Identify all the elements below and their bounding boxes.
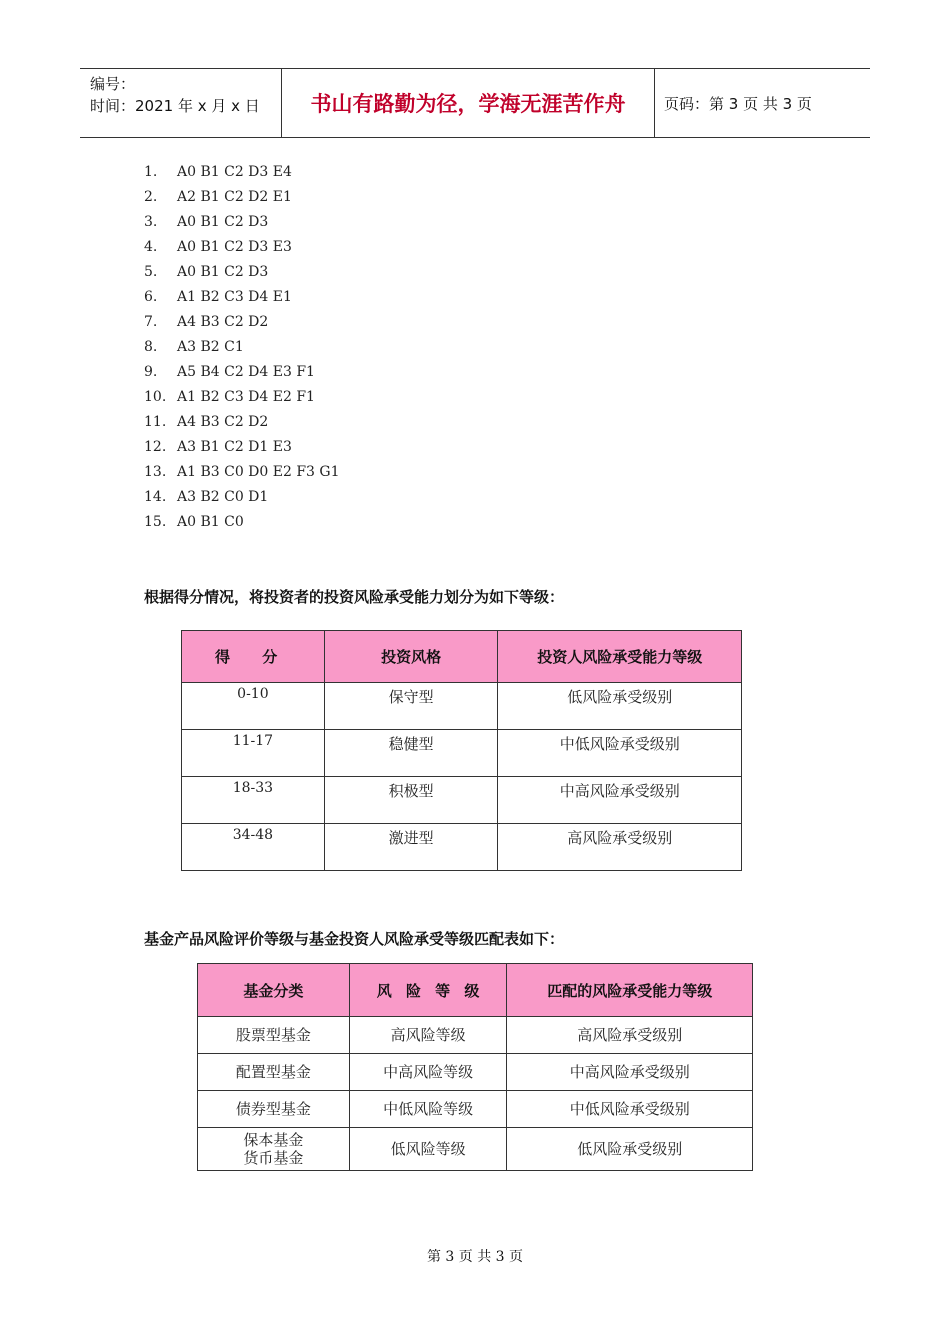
item-text: A0 B1 C2 D3 E4 (177, 164, 292, 180)
list-item (144, 310, 340, 335)
item-number: 4. (144, 239, 158, 255)
table-cell (198, 1128, 350, 1171)
table-cell: 高风险等级 (349, 1017, 507, 1054)
item-number: 13. (144, 464, 167, 480)
table-row (182, 777, 742, 824)
header-score: 得 分 (182, 631, 325, 683)
header-risk-level: 投资人风险承受能力等级 (498, 631, 742, 683)
header-page-label: 页码：第 3 页 共 3 页 (664, 94, 812, 113)
table-row (198, 1017, 753, 1054)
item-text: A4 B3 C2 D2 (177, 314, 269, 330)
list-item (144, 410, 340, 435)
list-item (144, 460, 340, 485)
item-number: 6. (144, 289, 158, 305)
page-header (80, 68, 870, 138)
table-cell: 积极型 (324, 777, 498, 824)
header-meta (90, 73, 260, 117)
item-number: 1. (144, 164, 158, 180)
item-number: 9. (144, 364, 158, 380)
table-row (198, 1091, 753, 1128)
table-cell: 高风险承受级别 (507, 1017, 753, 1054)
table-cell: 11-17 (182, 730, 325, 777)
item-text: A1 B3 C0 D0 E2 F3 G1 (177, 464, 340, 480)
item-number: 5. (144, 264, 158, 280)
item-number: 3. (144, 214, 158, 230)
list-item (144, 260, 340, 285)
cell-line: 保本基金 (243, 1131, 304, 1149)
fund-matching-table (197, 963, 753, 1171)
item-text: A5 B4 C2 D4 E3 F1 (177, 364, 315, 380)
table-row (182, 730, 742, 777)
date-label: 时间：2021 年 x 月 x 日 (90, 97, 260, 115)
item-text: A3 B2 C1 (177, 339, 244, 355)
table-cell: 低风险承受级别 (507, 1128, 753, 1171)
table-row (198, 1128, 753, 1171)
table-cell: 激进型 (324, 824, 498, 871)
code-label: 编号： (90, 75, 136, 93)
item-number: 2. (144, 189, 158, 205)
table-cell: 稳健型 (324, 730, 498, 777)
table-cell: 低风险承受级别 (498, 683, 742, 730)
table-row (198, 1054, 753, 1091)
header-motto: 书山有路勤为径，学海无涯苦作舟 (310, 92, 626, 116)
table-cell: 中低风险等级 (349, 1091, 507, 1128)
list-item (144, 185, 340, 210)
section2-intro: 基金产品风险评价等级与基金投资人风险承受等级匹配表如下： (144, 930, 565, 948)
answer-list (144, 160, 340, 535)
table-cell: 中高风险等级 (349, 1054, 507, 1091)
table-cell: 18-33 (182, 777, 325, 824)
item-number: 8. (144, 339, 158, 355)
header-style: 投资风格 (324, 631, 498, 683)
table-cell: 0-10 (182, 683, 325, 730)
item-number: 15. (144, 514, 167, 530)
list-item (144, 160, 340, 185)
list-item (144, 360, 340, 385)
table-cell: 股票型基金 (198, 1017, 350, 1054)
item-text: A0 B1 C0 (177, 514, 244, 530)
item-number: 7. (144, 314, 158, 330)
list-item (144, 235, 340, 260)
table-row (182, 824, 742, 871)
table-cell: 中低风险承受级别 (498, 730, 742, 777)
item-number: 11. (144, 414, 167, 430)
item-text: A0 B1 C2 D3 (177, 214, 269, 230)
list-item (144, 510, 340, 535)
table-cell: 中高风险承受级别 (498, 777, 742, 824)
list-item (144, 485, 340, 510)
table-cell: 34-48 (182, 824, 325, 871)
table-header-row (182, 631, 742, 683)
header-divider (654, 69, 655, 137)
list-item (144, 335, 340, 360)
list-item (144, 285, 340, 310)
table-cell: 配置型基金 (198, 1054, 350, 1091)
list-item (144, 210, 340, 235)
table-cell: 债券型基金 (198, 1091, 350, 1128)
table-cell: 中高风险承受级别 (507, 1054, 753, 1091)
item-number: 14. (144, 489, 167, 505)
item-number: 10. (144, 389, 167, 405)
risk-level-table (181, 630, 742, 871)
table-cell: 保守型 (324, 683, 498, 730)
table-cell: 高风险承受级别 (498, 824, 742, 871)
table-cell: 低风险等级 (349, 1128, 507, 1171)
table-row (182, 683, 742, 730)
item-text: A3 B1 C2 D1 E3 (177, 439, 292, 455)
header-matched-level: 匹配的风险承受能力等级 (507, 964, 753, 1017)
item-text: A3 B2 C0 D1 (177, 489, 269, 505)
item-text: A0 B1 C2 D3 (177, 264, 269, 280)
item-text: A2 B1 C2 D2 E1 (177, 189, 292, 205)
list-item (144, 385, 340, 410)
list-item (144, 435, 340, 460)
item-text: A0 B1 C2 D3 E3 (177, 239, 292, 255)
item-text: A4 B3 C2 D2 (177, 414, 269, 430)
header-risk-grade: 风 险 等 级 (349, 964, 507, 1017)
table-header-row (198, 964, 753, 1017)
table-cell: 中低风险承受级别 (507, 1091, 753, 1128)
page-footer: 第 3 页 共 3 页 (426, 1249, 524, 1265)
section1-intro: 根据得分情况，将投资者的投资风险承受能力划分为如下等级： (144, 588, 565, 606)
item-text: A1 B2 C3 D4 E1 (177, 289, 292, 305)
cell-line: 货币基金 (243, 1149, 304, 1167)
item-number: 12. (144, 439, 167, 455)
item-text: A1 B2 C3 D4 E2 F1 (177, 389, 315, 405)
header-fund-category: 基金分类 (198, 964, 350, 1017)
